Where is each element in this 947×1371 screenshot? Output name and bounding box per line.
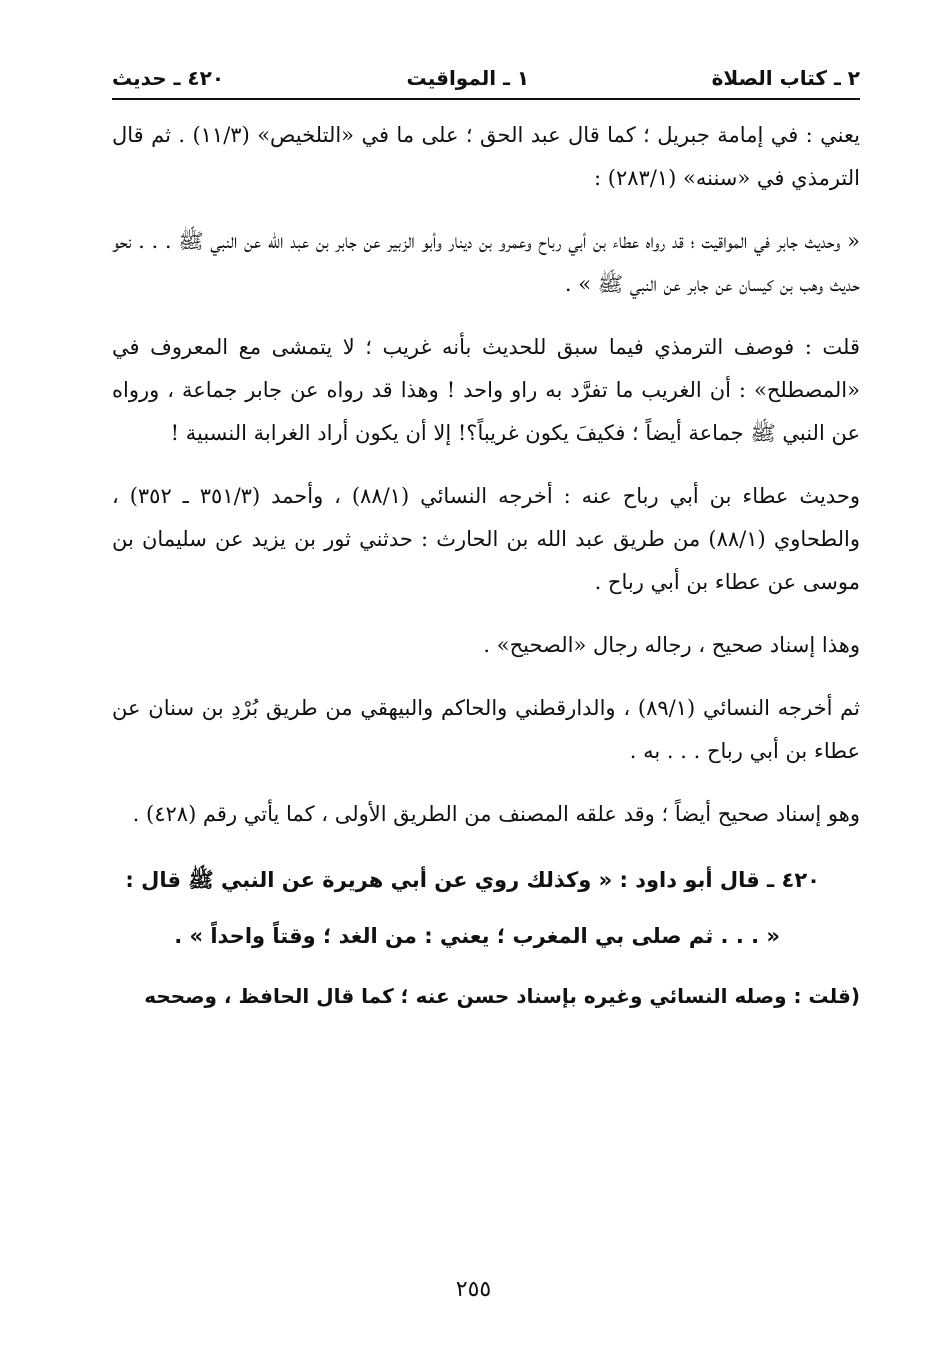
hadith-line-1: ٤٢٠ ـ قال أبو داود : « وكذلك روي عن أبي هريرة عن النبي ﷺ قال : [125,868,820,892]
paragraph-7: وهو إسناد صحيح أيضاً ؛ وقد علقه المصنف من الطريق الأولى ، كما يأتي رقم (٤٢٨) . [132,802,860,826]
paragraph-1: يعني : في إمامة جبريل ؛ كما قال عبد الحق ؛ على ما في «التلخيص» (١١/٣) . ثم قال الترمذي في «سننه» (٢٨٣/١) : [112,123,860,190]
page-body [112,114,860,1018]
page-number: ٢٥٥ [455,1277,492,1302]
header-book-title: ٢ ـ كتاب الصلاة [711,66,860,90]
paragraph-3: قلت : فوصف الترمذي فيما سبق للحديث بأنه غريب ؛ لا يتمشى مع المعروف في «المصطلح» : أن الغريب ما تفرَّد به راو واحد ! وهذا قد رواه عن جابر جماعة ، ورواه عن النبي ﷺ جماعة أيضاً ؛ فكيفَ يكون غريباً؟! إلا أن يكون أراد الغرابة النسبية ! [112,335,860,445]
paragraph-6: ثم أخرجه النسائي (٨٩/١) ، والدارقطني والحاكم والبيهقي من طريق بُرْدِ بن سنان عن عطاء بن أبي رباح . . . به . [112,696,860,763]
paragraph-4: وحديث عطاء بن أبي رباح عنه : أخرجه النسائي (٨٨/١) ، وأحمد (٣٥١/٣ ـ ٣٥٢) ، والطحاوي (٨٨/١) من طريق عبد الله بن الحارث : حدثني ثور بن يزيد عن سليمان بن موسى عن عطاء بن أبي رباح . [112,484,860,594]
paragraph-5: وهذا إسناد صحيح ، رجاله رجال «الصحيح» . [483,633,860,657]
hadith-text [112,856,860,960]
running-header [112,58,860,100]
paragraph-2: « وحديث جابر في المواقيت ؛ قد رواه عطاء بن أبي رباح وعمرو بن دينار وأبو الزبير عن جابر بن عبد الله عن النبي ﷺ . . . نحو حديث وهب بن كيسان عن جابر عن النبي ﷺ » . [112,229,860,296]
commentary-note: (قلت : وصله النسائي وغيره بإسناد حسن عنه ؛ كما قال الحافظ ، وصححه [144,984,860,1008]
header-hadith-number: ٤٢٠ ـ حديث [112,66,225,90]
hadith-line-2: « . . . ثم صلى بي المغرب ؛ يعني : من الغد ؛ وقتاً واحداً » . [174,924,780,948]
header-chapter-title: ١ ـ المواقيت [406,66,530,90]
